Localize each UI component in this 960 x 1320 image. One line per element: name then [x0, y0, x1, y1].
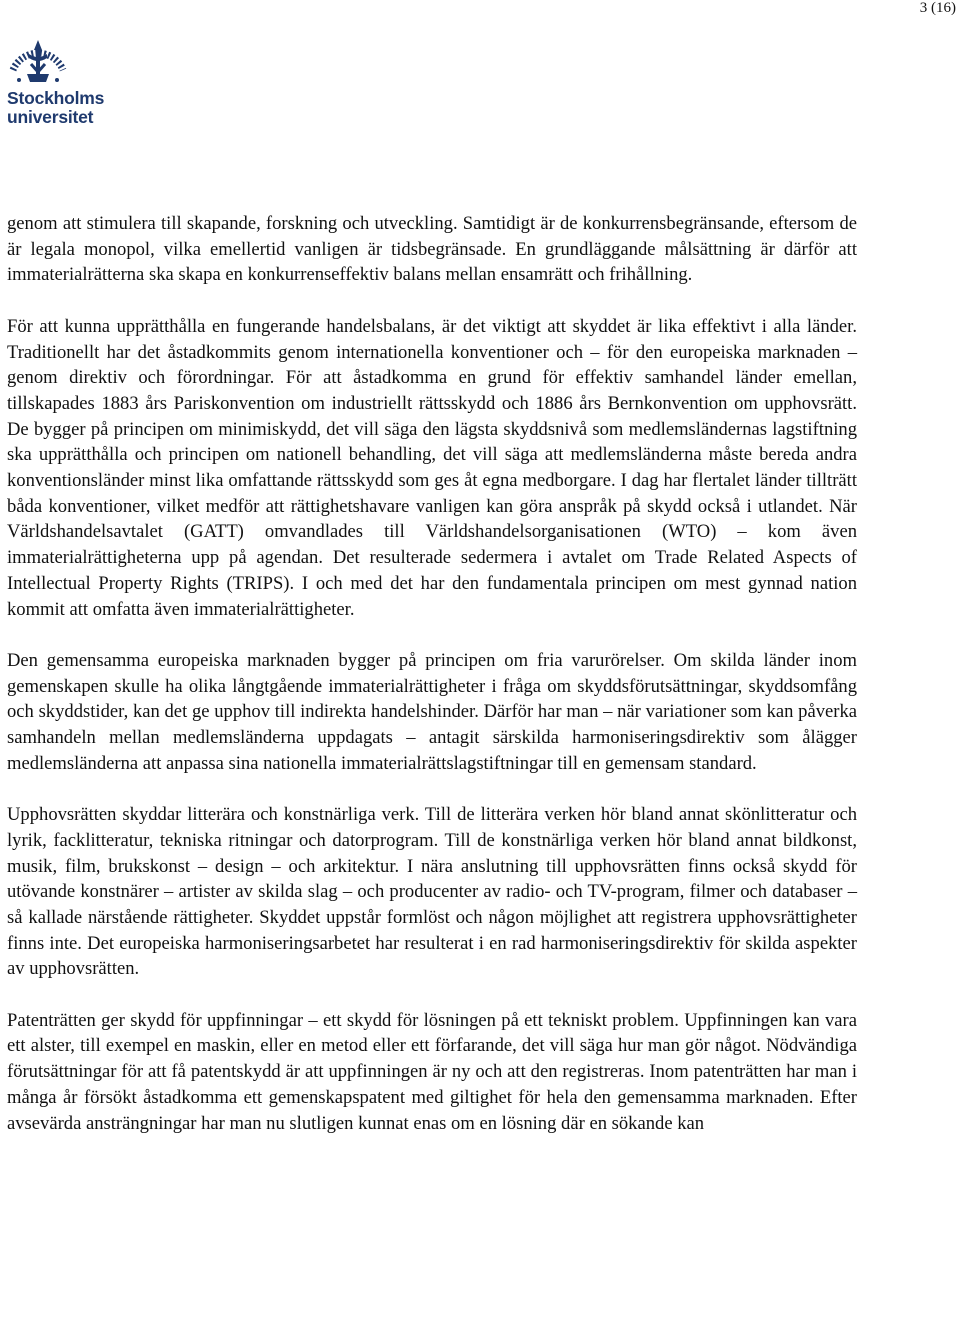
logo-name-line2: universitet [7, 107, 94, 127]
paragraph: För att kunna upprätthålla en fungerande handelsbalans, är det viktigt att skyddet är lika effektivt i alla länder. Traditionellt har det åstadkommits genom internationella konventioner och – för den europeiska marknaden – genom direktiv och förordningar. För att åstadkomma en grund för effektiv samhandel länder emellan, tillskapades 1883 års Pariskonvention om industriellt rättsskydd och 1886 års Bernkonvention om upphovsrätt. De bygger på principen om minimiskydd, det vill säga den lägsta skyddsnivå som medlemsländernas lagstiftning ska upprätthålla och principen om nationell behandling, det vill säga att medlemsländerna måste bereda andra konventionsländer minst lika omfattande rättsskydd som ges åt egna medborgare. I dag har flertalet länder tillträtt båda konventioner, vilket medför att rättighetshavare vanligen kan göra anspråk på skydd också i utlandet. När Världshandelsavtalet (GATT) omvandlades till Världshandelsorganisationen (WTO) – kom även immaterialrättigheterna upp på agendan. Det resulterade sedermera i avtalet om Trade Related Aspects of Intellectual Property Rights (TRIPS). I och med det har den fundamentala principen om mest gynnad nation kommit att omfatta även immaterialrättigheter. [7, 315, 857, 620]
document-body [7, 211, 857, 1162]
paragraph: genom att stimulera till skapande, forskning och utveckling. Samtidigt är de konkurrensbegränsande, eftersom de är legala monopol, vilka emellertid vanligen är tidsbegränsade. En grundläggande målsättning är därför att immaterialrätterna ska skapa en konkurrenseffektiv balans mellan ensamrätt och frihållning. [7, 213, 857, 286]
university-logo [7, 30, 129, 126]
paragraph: Den gemensamma europeiska marknaden bygger på principen om fria varurörelser. Om skilda länder inom gemenskapen skulle ha olika långtgående immaterialrättigheter i fråga om skyddsförutsättningar, skyddsomfång och skyddstider, kan det ge upphov till indirekta handelshinder. Därför har man – när variationer som kan påverka samhandeln mellan medlemsländerna uppdagats – antagit särskilda harmoniseringsdirektiv som ålägger medlemsländerna att anpassa sina nationella immaterialrättslagstiftningar till en gemensam standard. [7, 649, 857, 774]
paragraph: Upphovsrätten skyddar litterära och konstnärliga verk. Till de litterära verken hör bland annat skönlitteratur och lyrik, facklitteratur, tekniska ritningar och datorprogram. Till de konstnärliga verken hör bland annat bildkonst, musik, film, brukskonst – design – och arkitektur. I nära anslutning till upphovsrätten finns också skydd för utövande konstnärer – artister av skilda slag – och producenter av radio- och TV-program, filmer och databaser – så kallade närstående rättigheter. Skyddet uppstår formlöst och någon möjlighet att registrera upphovsrättigheter finns inte. Det europeiska harmoniseringsarbetet har resulterat i en rad harmoniseringsdirektiv för skilda aspekter av upphovsrätten. [7, 804, 857, 980]
university-seal-icon [7, 30, 69, 88]
page-number: 3 (16) [919, 0, 956, 16]
paragraph: Patenträtten ger skydd för uppfinningar – ett skydd för lösningen på ett tekniskt problem. Uppfinningen kan vara ett alster, till exempel en maskin, eller en metod eller ett förfarande, det vill säga hur man gör något. Nödvändiga förutsättningar för att få patentskydd är att uppfinningen är ny och att den registreras. Inom patenträtten har man i många år försökt åstadkomma ett gemenskapspatent med giltighet för hela den gemensamma marknaden. Efter avsevärda ansträngningar har man nu slutligen kunnat enas om en lösning där en sökande kan [7, 1009, 857, 1134]
logo-name-line1: Stockholms [7, 88, 105, 108]
